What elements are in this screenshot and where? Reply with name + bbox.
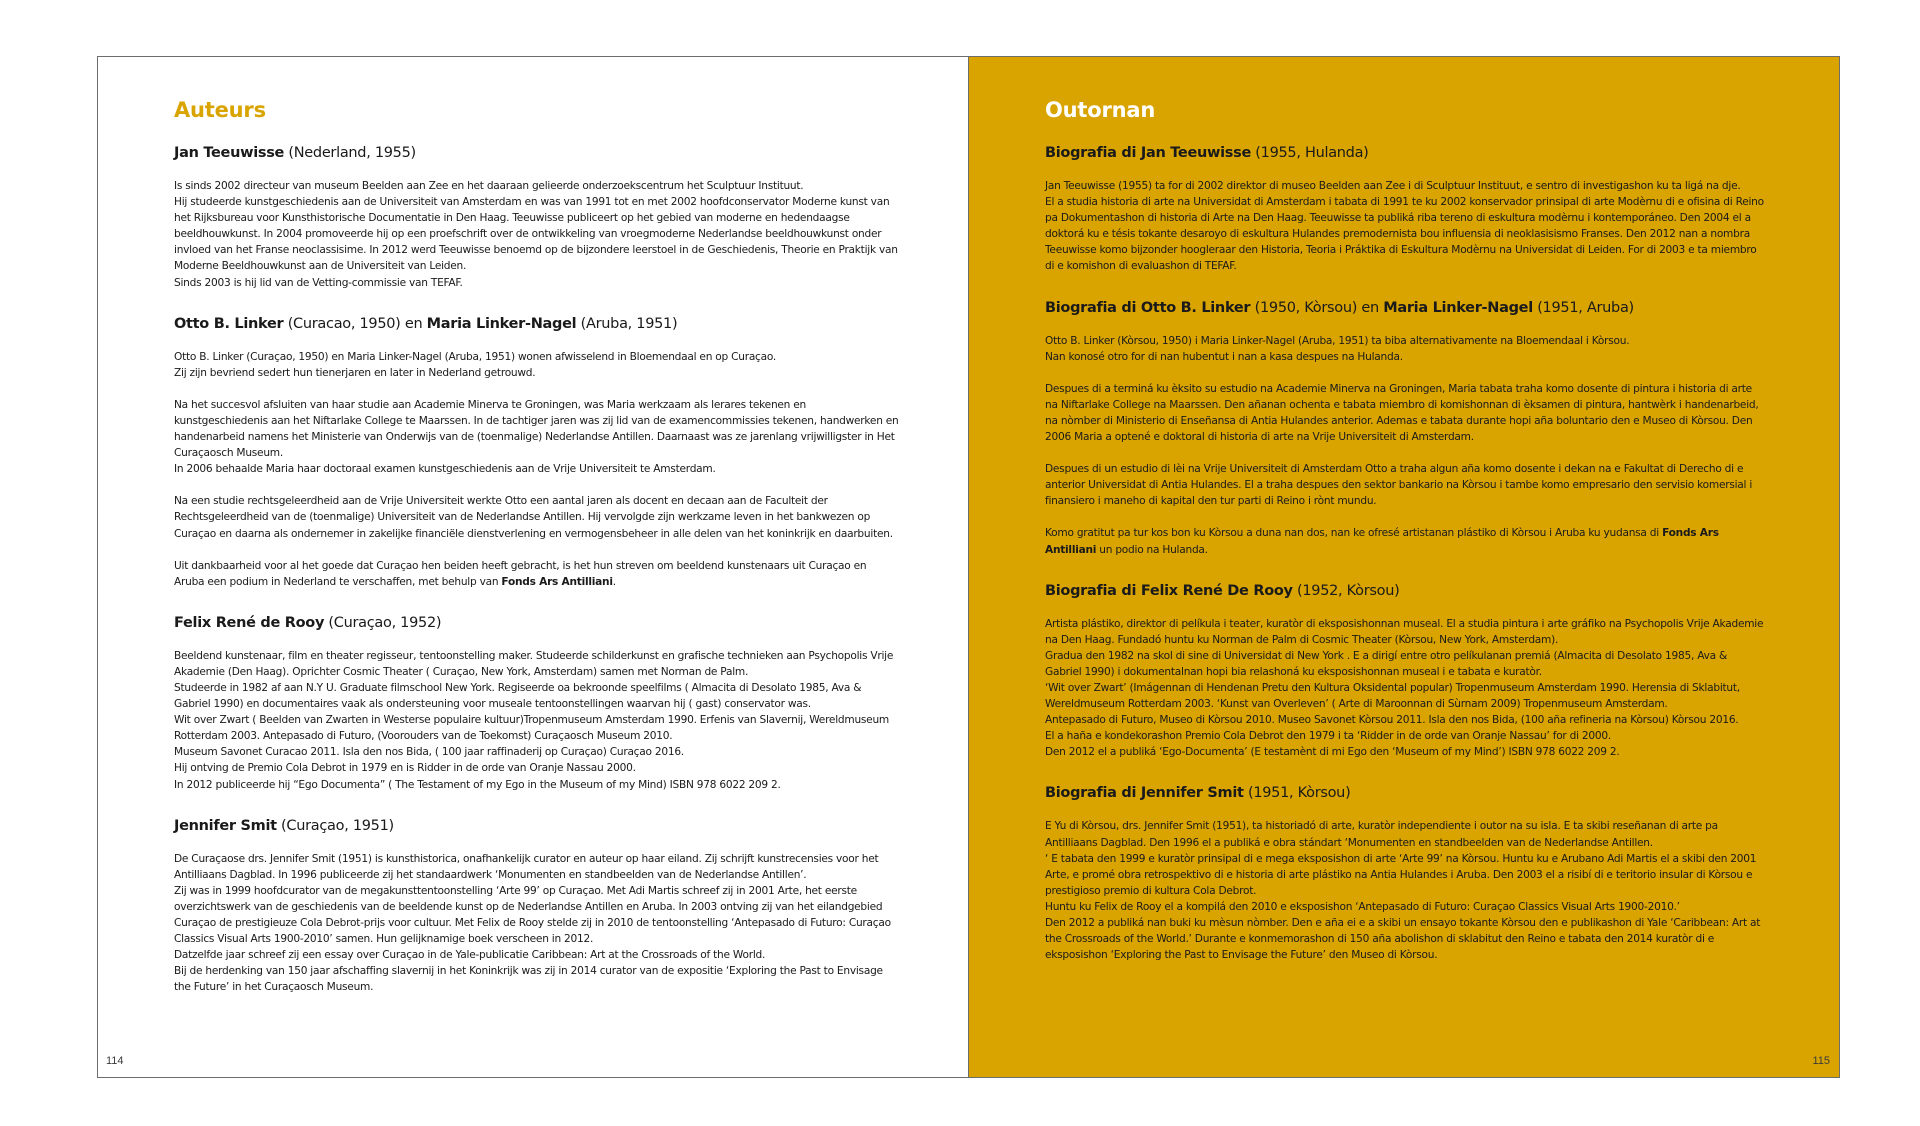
sections: [1045, 144, 1765, 963]
paragraph-text: E Yu di Kòrsou, drs. Jennifer Smit (1951), ta historiadó di arte, kuratòr independiente i outor na su isla. E ta skibi reseñanan di arte pa Antilliaans Dagblad. Den 1996 el a publiká e obra stándart ‘Monumenten en standbeelden van de Nederlandse Antillen. ‘ E tabata den 1999 e kuratòr prinsipal di e mega eksposishon di arte ‘Arte 99’ na Kòrsou. Huntu ku e Arubano Adi Martis el a skibi den 2001 Arte, e promé obra retrospektivo di e historia di arte plástiko na Antia Hulandes i Aruba. Den 2003 el a risibí di e teritorio insular di Kòrsou e prestigioso premio di kultura Cola Debrot. Huntu ku Felix de Rooy el a kompilá den 2010 e eksposishon ‘Antepasado di Futuro: Curaçao Classics Visual Arts 1900-2010.’ Den 2012 a publiká nan buki ku mèsun nòmber. Den e aña ei e a skibi un ensayo tokante Kòrsou den e publikashon di Yale ‘Caribbean: Art at the Crossroads of the World.’ Durante e konmemorashon di 150 aña abolishon di sklabitut den Reino e tabata den 2014 kuratòr di e eksposishon ‘Exploring the Past to Envisage the Future’ den Museo di Kòrsou.: [1045, 820, 1761, 962]
person-name: Biografia di Otto B. Linker: [1045, 299, 1251, 316]
fund-name: Fonds Ars Antilliani: [501, 575, 613, 588]
page-number: 114: [106, 1055, 124, 1067]
paragraph-text: Despues di un estudio di lèi na Vrije Universiteit di Amsterdam Otto a traha algun aña komo dosente i dekan na e Fakultat di Derecho di e anterior Universidat di Antia Hulandes. El a traha despues den sektor bankario na Kòrsou i tambe komo empresario den servisio komersial i finansiero i maneho di kapital den tur parti di Reino i rònt mundu.: [1045, 463, 1753, 508]
bio-section: [174, 817, 899, 996]
paragraph-tail: un podio na Hulanda.: [1096, 543, 1208, 556]
page-heading: Auteurs: [174, 98, 266, 122]
paragraph-text: Jan Teeuwisse (1955) ta for di 2002 direktor di museo Beelden aan Zee i di Sculptuur Instituut, e sentro di investigashon ku ta ligá na dje. El a studia historia di arte na Universidat di Amsterdam i tabata di 1991 te ku 2002 konservador prinsipal di arte Modèrnu di e ofisina di Reino pa Dokumentashon di historia di Arte na Den Haag. Teeuwisse ta publiká riba tereno di eskultura modèrnu i kontemporáneo. Den 2004 el a doktorá ku e tésis tokante desaroyo di eskultura Hulandes premodernista bou influensia di neoklasisismo Franses. Den 2012 nan a nombra Teeuwisse komo bijzonder hoogleraar den Historia, Teoria i Práktika di Eskultura Modèrnu na Universidat di Leiden. For di 2003 e ta miembro di e komishon di evaluashon di TEFAF.: [1045, 180, 1764, 273]
bio-paragraph: [174, 349, 899, 381]
bio-section: [174, 144, 899, 291]
bio-meta: (Curacao, 1950) en: [283, 315, 427, 332]
person-name: Biografia di Felix René De Rooy: [1045, 582, 1293, 599]
bio-section: [1045, 144, 1765, 275]
bio-paragraph: [174, 397, 899, 477]
bio-paragraph: [174, 178, 899, 291]
bio-meta: (1950, Kòrsou) en: [1250, 299, 1384, 316]
bio-meta: (1952, Kòrsou): [1292, 582, 1400, 599]
paragraph-text: Komo gratitut pa tur kos bon ku Kòrsou a duna nan dos, nan ke ofresé artistanan plástiko di Kòrsou i Aruba ku yudansa di: [1045, 527, 1663, 540]
bio-subheading: [1045, 784, 1765, 802]
bio-meta: (Curaçao, 1952): [324, 614, 442, 631]
paragraph-text: Na het succesvol afsluiten van haar studie aan Academie Minerva te Groningen, was Maria werkzaam als lerares tekenen en kunstgeschiedenis aan het Niftarlake College te Maarssen. In de tachtiger jaren was zij lid van de examencommissies tekenen, handwerken en handenarbeid namens het Ministerie van Onderwijs van de (toenmalige) Nederlandse Antillen. Daarnaast was ze jarenlang vrijwilligster in Het Curaçaosch Museum. In 2006 behaalde Maria haar doctoraal examen kunstgeschiedenis aan de Vrije Universiteit te Amsterdam.: [174, 398, 899, 476]
bio-subheading: [174, 315, 899, 333]
person-name: Jennifer Smit: [174, 817, 277, 834]
sections: [174, 144, 899, 995]
person-name: Otto B. Linker: [174, 315, 284, 332]
page-heading: Outornan: [1045, 98, 1156, 122]
paragraph-text: Otto B. Linker (Curaçao, 1950) en Maria Linker-Nagel (Aruba, 1951) wonen afwisselend in Bloemendaal en op Curaçao. Zij zijn bevriend sedert hun tienerjaren en later in Nederland getrouwd.: [174, 350, 777, 379]
paragraph-text: Uit dankbaarheid voor al het goede dat Curaçao hen beiden heeft gebracht, is het hun streven om beeldend kunstenaars uit Curaçao en Aruba een podium in Nederland te verschaffen, met behulp van: [174, 559, 867, 588]
bio-paragraph: [174, 558, 899, 590]
bio-section: [1045, 784, 1765, 963]
bio-subheading: [174, 817, 899, 835]
paragraph-tail: .: [612, 575, 616, 588]
paragraph-text: Despues di a terminá ku èksito su estudio na Academie Minerva na Groningen, Maria tabata traha komo dosente di pintura i historia di arte na Niftarlake College na Maarssen. Den añanan ochenta e tabata miembro di komishonnan di èksamen di pintura, hantwèrk i handenarbeid, na nòmber di Ministerio di Enseñansa di Antia Hulandes anterior. Ademas e tabata durante hopi aña boluntario den e Museo di Kòrsou. Den 2006 Maria a optené e doktoral di historia di arte na Vrije Universiteit di Amsterdam.: [1045, 382, 1759, 444]
bio-paragraph: [174, 851, 899, 996]
bio-meta: (1955, Hulanda): [1250, 145, 1369, 161]
paragraph-text: Is sinds 2002 directeur van museum Beelden aan Zee en het daaraan gelieerde onderzoekscentrum het Sculptuur Instituut. Hij studeerde kunstgeschiedenis aan de Universiteit van Amsterdam en was van 1991 tot en met 2002 hoofdconservator Moderne kunst van het Rijksbureau voor Kunsthistorische Documentatie in Den Haag. Teeuwisse publiceert op het gebied van moderne en hedendaagse beeldhouwkunst. In 2004 promoveerde hij op een proefschrift over de ontwikkeling van vroegmoderne Nederlandse beeldhouwkunst onder invloed van het Franse neoclassisime. In 2012 werd Teeuwisse benoemd op de bijzondere leerstoel in de Geschiedenis, Theorie en Praktijk van Moderne Beeldhouwkunst aan de Universiteit van Leiden. Sinds 2003 is hij lid van de Vetting-commissie van TEFAF.: [174, 180, 898, 289]
bio-subheading: [1045, 144, 1765, 162]
bio-paragraph: [1045, 818, 1765, 963]
person-name: Maria Linker-Nagel: [426, 315, 577, 332]
bio-meta: (1951, Kòrsou): [1243, 785, 1351, 802]
paragraph-text: Na een studie rechtsgeleerdheid aan de Vrije Universiteit werkte Otto een aantal jaren als docent en decaan aan de Faculteit der Rechtsgeleerdheid van de (toenmalige) Universiteit van de Nederlandse Antillen. Hij vervolgde zijn werkzame leven in het bankwezen op Curaçao en daarna als ondernemer in zakelijke financiële dienstverlening en vermogensbeheer in alle delen van het koninkrijk en daarbuiten.: [174, 495, 893, 540]
paragraph-text: Otto B. Linker (Kòrsou, 1950) i Maria Linker-Nagel (Aruba, 1951) ta biba alternativamente na Bloemendaal i Kòrsou. Nan konosé otro for di nan hubentut i nan a kasa despues na Hulanda.: [1045, 334, 1630, 363]
person-name: Maria Linker-Nagel: [1383, 299, 1533, 316]
paragraph-text: Beeldend kunstenaar, film en theater regisseur, tentoonstelling maker. Studeerde schilderkunst en grafische technieken aan Psychopolis Vrije Akademie (Den Haag). Oprichter Cosmic Theater ( Curaçao, New York, Amsterdam) samen met Norman de Palm. Studeerde in 1982 af aan N.Y U. Graduate filmschool New York. Regiseerde oa bekroonde speelfilms ( Almacita di Desolato 1985, Ava & Gabriel 1990) en documentaires vaak als ondersteuning voor museale tentoonstellingen waarvan hij ( gast) conservator was. Wit over Zwart ( Beelden van Zwarten in Westerse populaire kultuur)Tropenmuseum Amsterdam 1990. Erfenis van Slavernij, Wereldmuseum Rotterdam 2003. Antepasado di Futuro, (Voorouders van de Toekomst) Curaçaosch Museum 2010. Museum Savonet Curacao 2011. Isla den nos Bida, ( 100 jaar raffinaderij op Curaçao) Curaçao 2016. Hij ontving de Premio Cola Debrot in 1979 en is Ridder in de orde van Oranje Nassau 2000. In 2012 publiceerde hij “Ego Documenta” ( The Testament of my Ego in the Museum of my Mind) ISBN 978 6022 209 2.: [174, 649, 894, 791]
bio-section: [174, 315, 899, 590]
bio-subheading: [1045, 299, 1765, 317]
bio-subheading: [174, 614, 899, 632]
bio-meta: (Nederland, 1955): [284, 145, 416, 161]
paragraph-text: De Curaçaose drs. Jennifer Smit (1951) is kunsthistorica, onafhankelijk curator en auteur op haar eiland. Zij schrijft kunstrecensies voor het Antilliaans Dagblad. In 1996 publiceerde zij het standaardwerk ‘Monumenten en standbeelden van de Nederlandse Antillen’. Zij was in 1999 hoofdcurator van de megakunsttentoonstelling ‘Arte 99’ op Curaçao. Met Adi Martis schreef zij in 2001 Arte, het eerste overzichtswerk van de geschiedenis van de beeldende kunst op de Nederlandse Antillen en Aruba. In 2003 ontving zij van het eilandgebied Curaçao de prestigieuze Cola Debrot-prijs voor cultuur. Met Felix de Rooy stelde zij in 2010 de tentoonstelling ‘Antepasado di Futuro: Curaçao Classics Visual Arts 1900-2010’ samen. Hun gelijknamige boek verscheen in 2012. Datzelfde jaar schreef zij een essay over Curaçao in de Yale-publicatie Caribbean: Art at the Crossroads of the World. Bij de herdenking van 150 jaar afschaffing slavernij in het Koninkrijk was zij in 2014 curator van de expositie ‘Exploring the Past to Envisage the Future’ in het Curaçaosch Museum.: [174, 852, 891, 994]
bio-subheading: [1045, 582, 1765, 600]
bio-paragraph: [1045, 381, 1765, 445]
person-name: Biografia di Jan Teeuwisse: [1045, 145, 1251, 161]
page-left: [98, 57, 969, 1077]
bio-meta: (Aruba, 1951): [576, 315, 678, 332]
fund-name: Fonds Ars Antilliani: [1045, 527, 1719, 556]
bio-paragraph: [1045, 178, 1765, 275]
bio-paragraph: [1045, 616, 1765, 761]
bio-meta: (Curaçao, 1951): [276, 817, 394, 834]
paragraph-text: Artista plástiko, direktor di pelíkula i teater, kuratòr di eksposishonnan museal. El a studia pintura i arte gráfiko na Psychopolis Vrije Akademie na Den Haag. Fundadó huntu ku Norman de Palm di Cosmic Theater (Kòrsou, New York, Amsterdam). Gradua den 1982 na skol di sine di Universidat di New York . E a dirigí entre otro pelíkulanan premiá (Almacita di Desolato 1985, Ava & Gabriel 1990) i dokumentalnan hopi bia relashoná ku eksposishonnan museal i e tabata e kuratòr. ‘Wit over Zwart’ (Imágennan di Hendenan Pretu den Kultura Oksidental popular) Tropenmuseum Amsterdam 1990. Herensia di Sklabitut, Wereldmuseum Rotterdam 2003. ‘Kunst van Overleven’ ( Arte di Maroonnan di Sùrnam 2009) Tropenmuseum Amsterdam. Antepasado di Futuro, Museo di Kòrsou 2010. Museo Savonet Kòrsou 2011. Isla den nos Bida, (100 aña refineria na Kòrsou) Kòrsou 2016. El a haña e kondekorashon Premio Cola Debrot den 1979 i ta ‘Ridder in de orde van Oranje Nassau’ for di 2000. Den 2012 el a publiká ‘Ego-Documenta’ (E testamènt di mi Ego den ‘Museum of my Mind’) ISBN 978 6022 209 2.: [1045, 617, 1764, 759]
book-spread: [97, 56, 1840, 1078]
bio-paragraph: [174, 648, 899, 793]
page-right: [969, 57, 1839, 1077]
page-number: 115: [1812, 1055, 1830, 1067]
bio-paragraph: [174, 493, 899, 541]
bio-paragraph: [1045, 333, 1765, 365]
bio-section: [1045, 299, 1765, 558]
bio-section: [1045, 582, 1765, 761]
person-name: Felix René de Rooy: [174, 614, 325, 631]
bio-subheading: [174, 144, 899, 162]
bio-paragraph: [1045, 461, 1765, 509]
person-name: Jan Teeuwisse: [174, 145, 285, 161]
bio-section: [174, 614, 899, 793]
person-name: Biografia di Jennifer Smit: [1045, 785, 1244, 802]
bio-meta: (1951, Aruba): [1532, 299, 1634, 316]
bio-paragraph: [1045, 525, 1765, 557]
